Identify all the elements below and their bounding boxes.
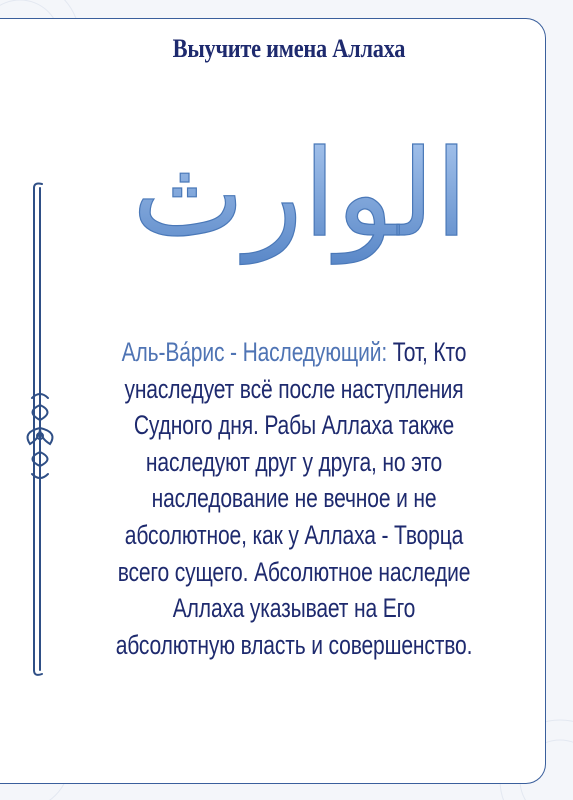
name-heading: Аль-Ва́рис - Наследующий:	[121, 337, 388, 367]
description-text: Тот, Кто унаследует всё после наступления Судного дня. Рабы Аллаха также наследуют друг у друга, но это наследование не вечное и не абсолютное, как у Аллаха - Творца всего сущего. Абсолютное наследие Аллаха указывает на Его абсолютную власть и совершенство.	[115, 337, 473, 660]
name-description	[111, 334, 476, 663]
arabic-calligraphy	[131, 95, 469, 275]
vertical-ornament-icon	[20, 180, 60, 680]
arabic-name-text: الوارث	[131, 125, 469, 264]
page-title: Выучите имена Аллаха	[172, 34, 406, 63]
